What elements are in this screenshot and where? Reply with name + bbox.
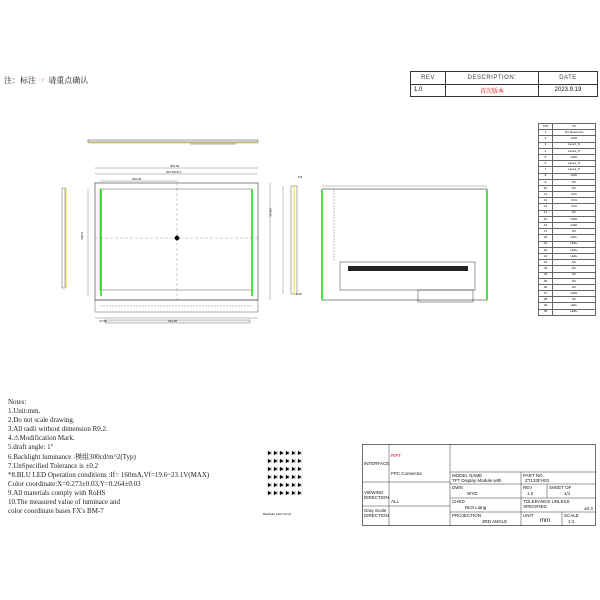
pin-number: 24 (539, 272, 553, 278)
led-diode-icon (268, 451, 271, 455)
led-diode-icon (286, 451, 289, 455)
pin-number: 13 (539, 204, 553, 210)
led-diode-icon (286, 459, 289, 463)
note-item: 10.The measured value of luminace and (8, 498, 120, 507)
pin-signal: NC (553, 284, 596, 290)
pin-number: 30 (539, 309, 553, 315)
projection-label: PROJECTION (452, 513, 482, 518)
dim-right: 188.96 (268, 207, 273, 217)
note-item: 1.Unit:mm. (8, 407, 41, 416)
pin-signal: GND (553, 136, 596, 142)
viewing-value: ALL (391, 499, 400, 504)
led-diode-icon (292, 467, 295, 471)
model-name-label: MODEL NAME (452, 473, 483, 478)
led-diode-icon (292, 451, 295, 455)
pin-signal: LED+ (553, 253, 596, 259)
led-diode-icon (298, 451, 301, 455)
pin-number: 11 (539, 192, 553, 198)
pin-signal: NC (553, 272, 596, 278)
chkd-value: Rich Liang (465, 505, 487, 510)
top-side-view (88, 140, 258, 144)
pin-number: 3 (539, 142, 553, 148)
pin-signal: GND (553, 216, 596, 222)
part-no-label: PART NO. (523, 473, 544, 478)
pin-number: 17 (539, 229, 553, 235)
sheet-label: SHEET OF (549, 485, 572, 490)
rear-view (322, 186, 487, 302)
led-diode-icon (268, 491, 271, 495)
pointing-hand-icon: ☞ (38, 76, 46, 85)
pin-table-header: PIN (539, 124, 553, 130)
note-item: 5.draft angle: 1° (8, 443, 54, 452)
dwn-value: WYD (467, 491, 478, 496)
date-value: 2023.9.19 (539, 84, 598, 97)
part-no-value: ZT133FH03 (525, 478, 550, 483)
pin-number: 15 (539, 216, 553, 222)
led-diode-icon (274, 451, 277, 455)
pin-number: 16 (539, 223, 553, 229)
led-diode-icon (292, 459, 295, 463)
dim-side-top: 0.8 (298, 175, 303, 179)
pin-signal: NC (553, 179, 596, 185)
led-diode-icon (274, 483, 277, 487)
pin-number: 26 (539, 284, 553, 290)
backlight-label: Backlight LED Circuit (263, 512, 292, 516)
led-diode-icon (280, 475, 283, 479)
dwn-label: DWN (452, 485, 463, 490)
led-diode-icon (286, 491, 289, 495)
description-header: DESCRIPTION: (446, 72, 539, 85)
dim-side-bottom: 3.50 (296, 292, 302, 296)
gray-scale-label: Gray Scale DIRECTION (364, 508, 389, 518)
side-profile (283, 186, 297, 294)
chkd-label: CHKD (452, 499, 465, 504)
pin-signal: NC (553, 185, 596, 191)
pin-number: 25 (539, 278, 553, 284)
led-diode-icon (298, 459, 301, 463)
rev-value-tb: 1.0 (527, 491, 534, 496)
pin-table-header: I/O (553, 124, 596, 130)
sheet-value: 1/1 (564, 491, 571, 496)
led-diode-icon (268, 467, 271, 471)
led-diode-icon (268, 459, 271, 463)
led-diode-icon (298, 483, 301, 487)
pin-signal: LED+ (553, 309, 596, 315)
dim-bottom: 312.05 (168, 319, 178, 323)
led-diode-icon (268, 475, 271, 479)
pin-signal: Lane1_P (553, 167, 596, 173)
title-block (362, 444, 596, 526)
led-diode-icon (292, 491, 295, 495)
scale-value: 1:1 (568, 519, 575, 524)
led-diode-icon (274, 491, 277, 495)
rev-label: REV (523, 485, 533, 490)
note-item: 4.⚠Modification Mark. (8, 434, 75, 443)
note-item: color coordinate bases FX's BM-7 (8, 507, 104, 516)
pin-signal: VCC (553, 198, 596, 204)
front-view (88, 168, 270, 323)
dim-top-2: 301.20±0.2 (166, 170, 181, 174)
projection-value: 3RD ANGLE (482, 519, 508, 524)
note-item: Color coordinate:X=0.273±0.03,Y=0.264±0.03 (8, 479, 141, 488)
led-diode-icon (286, 483, 289, 487)
pin-number: 18 (539, 235, 553, 241)
led-diode-icon (298, 491, 301, 495)
led-diode-icon (298, 467, 301, 471)
pin-signal: LED+ (553, 247, 596, 253)
pin-signal: NC (553, 278, 596, 284)
pin-number: 4 (539, 148, 553, 154)
pin-signal: LED+ (553, 241, 596, 247)
note-item: 9.All materials comply with RoHS (8, 488, 106, 497)
pin-number: 6 (539, 161, 553, 167)
pin-number: 28 (539, 297, 553, 303)
pin-signal: Lane0_P (553, 148, 596, 154)
unit-label: UNIT (523, 513, 534, 518)
pin-signal: NC Reserved (553, 130, 596, 136)
pin-number: 20 (539, 247, 553, 253)
note-item: *8.BLU LED Operation conditions :If= 160mA,Vf=19.6~23.1V(MAX) (8, 470, 210, 479)
led-diode-icon (268, 483, 271, 487)
pin-number: 23 (539, 266, 553, 272)
pin-signal: NC (553, 297, 596, 303)
pin-signal: NC (553, 229, 596, 235)
pin-number: 19 (539, 241, 553, 247)
led-diode-icon (286, 475, 289, 479)
pin-signal: GND (553, 223, 596, 229)
note-item: 3.All radii without dimension R0.2. (8, 425, 108, 434)
pin-number: 29 (539, 303, 553, 309)
led-diode-icon (292, 475, 295, 479)
dim-top: 303.04 (170, 164, 180, 168)
description-value: 首次版本 (446, 84, 539, 97)
interface-value: FPC Connector (391, 471, 423, 476)
pin-signal: NC (553, 266, 596, 272)
led-diode-icon (292, 483, 295, 487)
pin-number: 9 (539, 179, 553, 185)
left-side-view (62, 188, 66, 288)
pin-number: 14 (539, 210, 553, 216)
pin-number: 10 (539, 185, 553, 191)
backlight-led-circuit (268, 451, 301, 495)
pin-signal: LED- (553, 303, 596, 309)
dim-bottom-left: 47.08 (99, 319, 107, 323)
led-diode-icon (280, 451, 283, 455)
pin-signal: LED- (553, 235, 596, 241)
notes (8, 398, 209, 516)
pin-signal: NC (553, 210, 596, 216)
pin-number: 21 (539, 253, 553, 259)
note-text: 请重点确认 (48, 76, 89, 85)
led-diode-icon (280, 491, 283, 495)
pin-signal: NC (553, 260, 596, 266)
led-diode-icon (274, 459, 277, 463)
notes-title: Notes: (8, 398, 27, 406)
scale-label: SCALE (564, 513, 579, 518)
pin-signal: Lane0_N (553, 142, 596, 148)
pin-number: 5 (539, 154, 553, 160)
pin-number: 7 (539, 167, 553, 173)
pin-signal: GND (553, 173, 596, 179)
pin-number: 1 (539, 130, 553, 136)
unit-value: mm (540, 518, 550, 524)
note-item: 6.Backlight luminance :模组300cd/m^2(Typ) (8, 452, 136, 461)
pin-signal: Lane1_N (553, 161, 596, 167)
pin-number: 22 (539, 260, 553, 266)
rev-header: REV (411, 72, 446, 85)
pin-signal: GND (553, 154, 596, 160)
led-diode-icon (280, 459, 283, 463)
dim-mid: 250.30 (132, 177, 142, 181)
tolerance-label: TOLERANCE UNLESS SPECIFIED (523, 499, 570, 509)
pin-signal: GND (553, 291, 596, 297)
model-name-value: TFT Display Module with (452, 478, 502, 483)
rev-value: 1.0 (411, 84, 446, 97)
viewing-label: VIEWING DIRECTION (364, 490, 389, 500)
tolerance-value: ±0.3 (584, 506, 593, 511)
led-diode-icon (280, 483, 283, 487)
pin-signal: VCC (553, 192, 596, 198)
led-diode-icon (280, 467, 283, 471)
interface-label: INTERFACE (364, 461, 390, 466)
pin-number: 12 (539, 198, 553, 204)
note-item: 7.UnSpecified Tolerance is ±0.2 (8, 461, 99, 470)
pin-number: 27 (539, 291, 553, 297)
led-diode-icon (274, 475, 277, 479)
led-diode-icon (286, 467, 289, 471)
date-header: DATE (539, 72, 598, 85)
pin-signal: VCC (553, 204, 596, 210)
note-prefix: 注：标注 (4, 76, 36, 85)
interface-red: RIFT (391, 453, 401, 458)
note-item: 2.Do not scale drawing. (8, 416, 75, 425)
led-diode-icon (298, 475, 301, 479)
pin-number: 2 (539, 136, 553, 142)
pin-number: 8 (539, 173, 553, 179)
dim-left-side: 200.8 (79, 232, 84, 240)
led-diode-icon (274, 467, 277, 471)
